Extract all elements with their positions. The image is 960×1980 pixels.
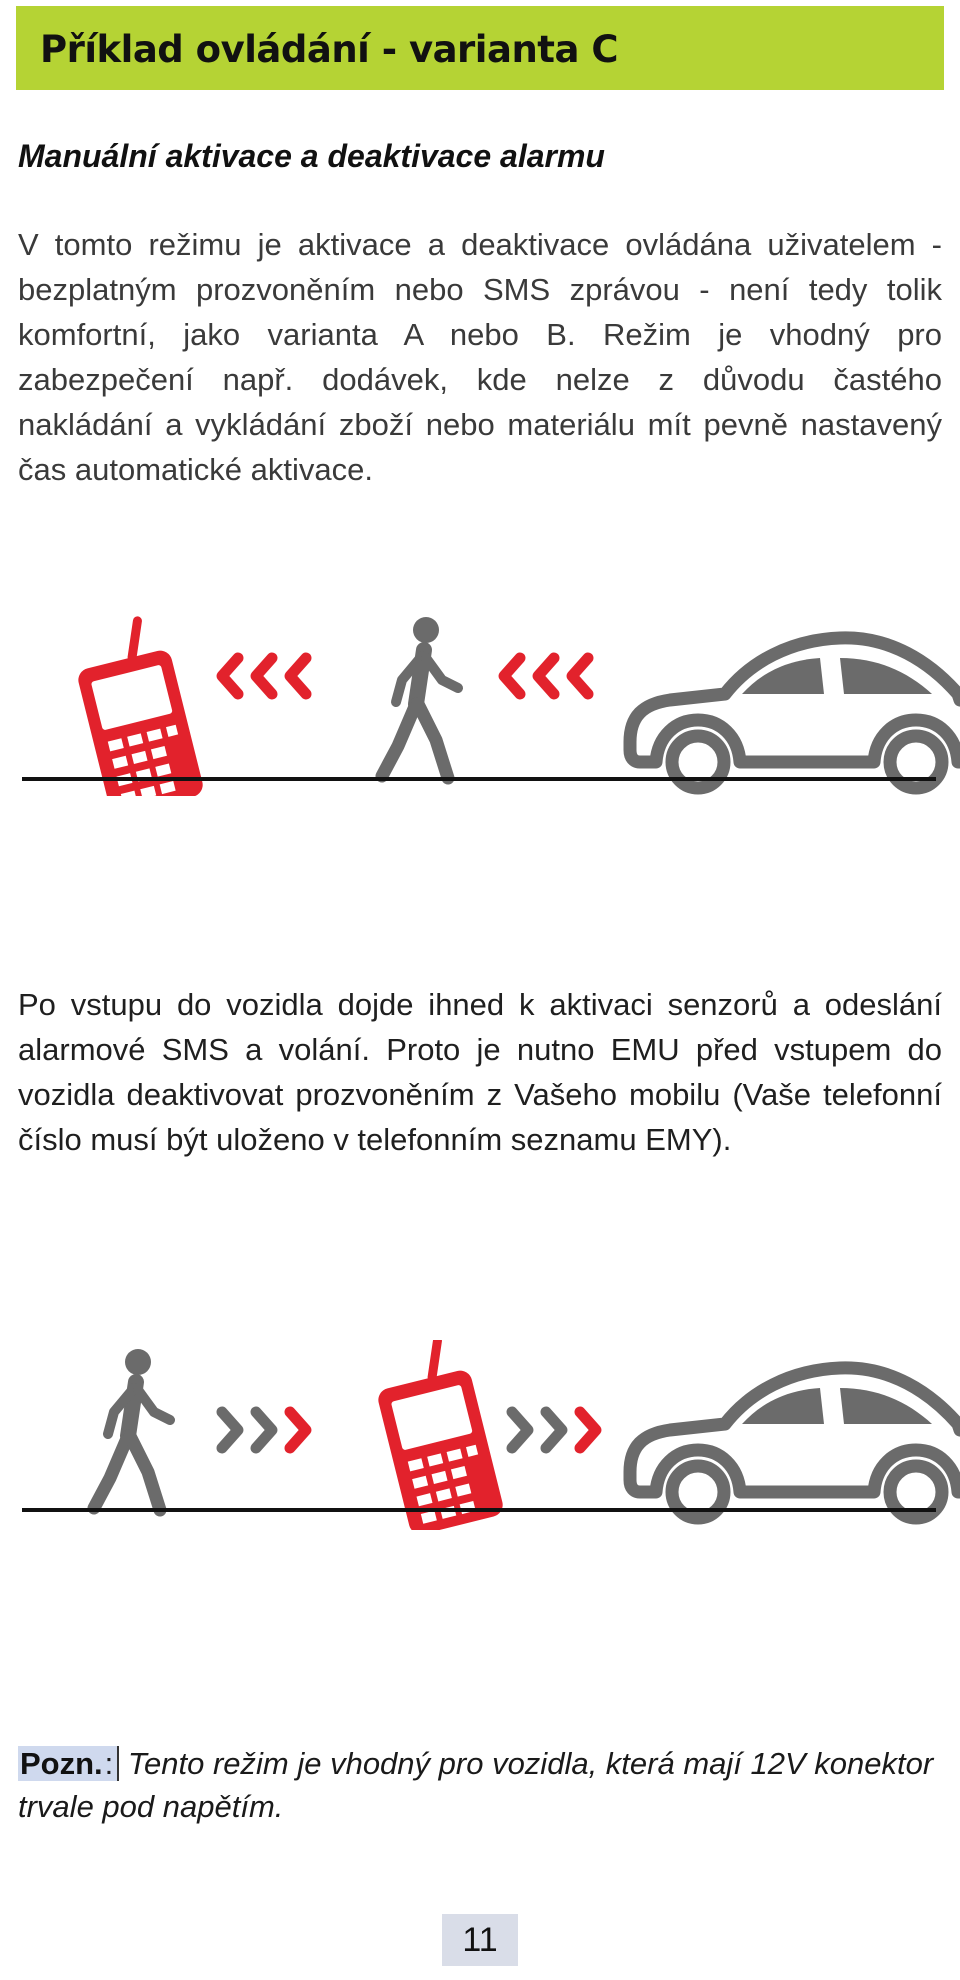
phone-icon [368, 1340, 506, 1530]
note-text: Tento režim je vhodný pro vozidla, která mají 12V konektor trvale pod napětím. [18, 1746, 934, 1824]
chevron-left-icon [504, 658, 588, 694]
intro-paragraph: V tomto režimu je aktivace a deaktivace ovládána uživatelem - bezplatným prozvoněním nebo SMS zprávou - není tedy tolik komfortní, jako varianta A nebo B. Režim je vhodný pro zabezpečení např. dodávek, kde nelze z důvodu častého nakládání a vykládání zboží nebo materiálu mít pevně nastavený čas automatické aktivace. [18, 227, 942, 487]
phone-icon [68, 615, 206, 796]
illustration-activation [0, 596, 960, 796]
note-colon: : [105, 1746, 120, 1781]
car-icon [630, 638, 960, 788]
illustration-deactivation [0, 1340, 960, 1530]
walking-person-icon [382, 617, 458, 778]
second-paragraph: Po vstupu do vozidla dojde ihned k aktivaci senzorů a odeslání alarmové SMS a volání. Proto je nutno EMU před vstupem do vozidla deaktivovat prozvoněním z Vašeho mobilu (Vaše telefonní číslo musí být uloženo v telefonním seznamu EMY). [18, 987, 942, 1157]
note-label: Pozn. [20, 1746, 103, 1781]
section-heading: Manuální aktivace a deaktivace alarmu [18, 138, 605, 174]
chevron-left-icon [222, 658, 306, 694]
chevron-right-icon [512, 1412, 596, 1448]
walking-person-icon [94, 1349, 170, 1510]
page-title: Příklad ovládání - varianta C [40, 28, 618, 71]
page-number: 11 [442, 1914, 518, 1966]
chevron-right-icon [222, 1412, 306, 1448]
car-icon [630, 1368, 960, 1518]
note-paragraph [18, 1742, 942, 1828]
header-bar [16, 6, 944, 90]
